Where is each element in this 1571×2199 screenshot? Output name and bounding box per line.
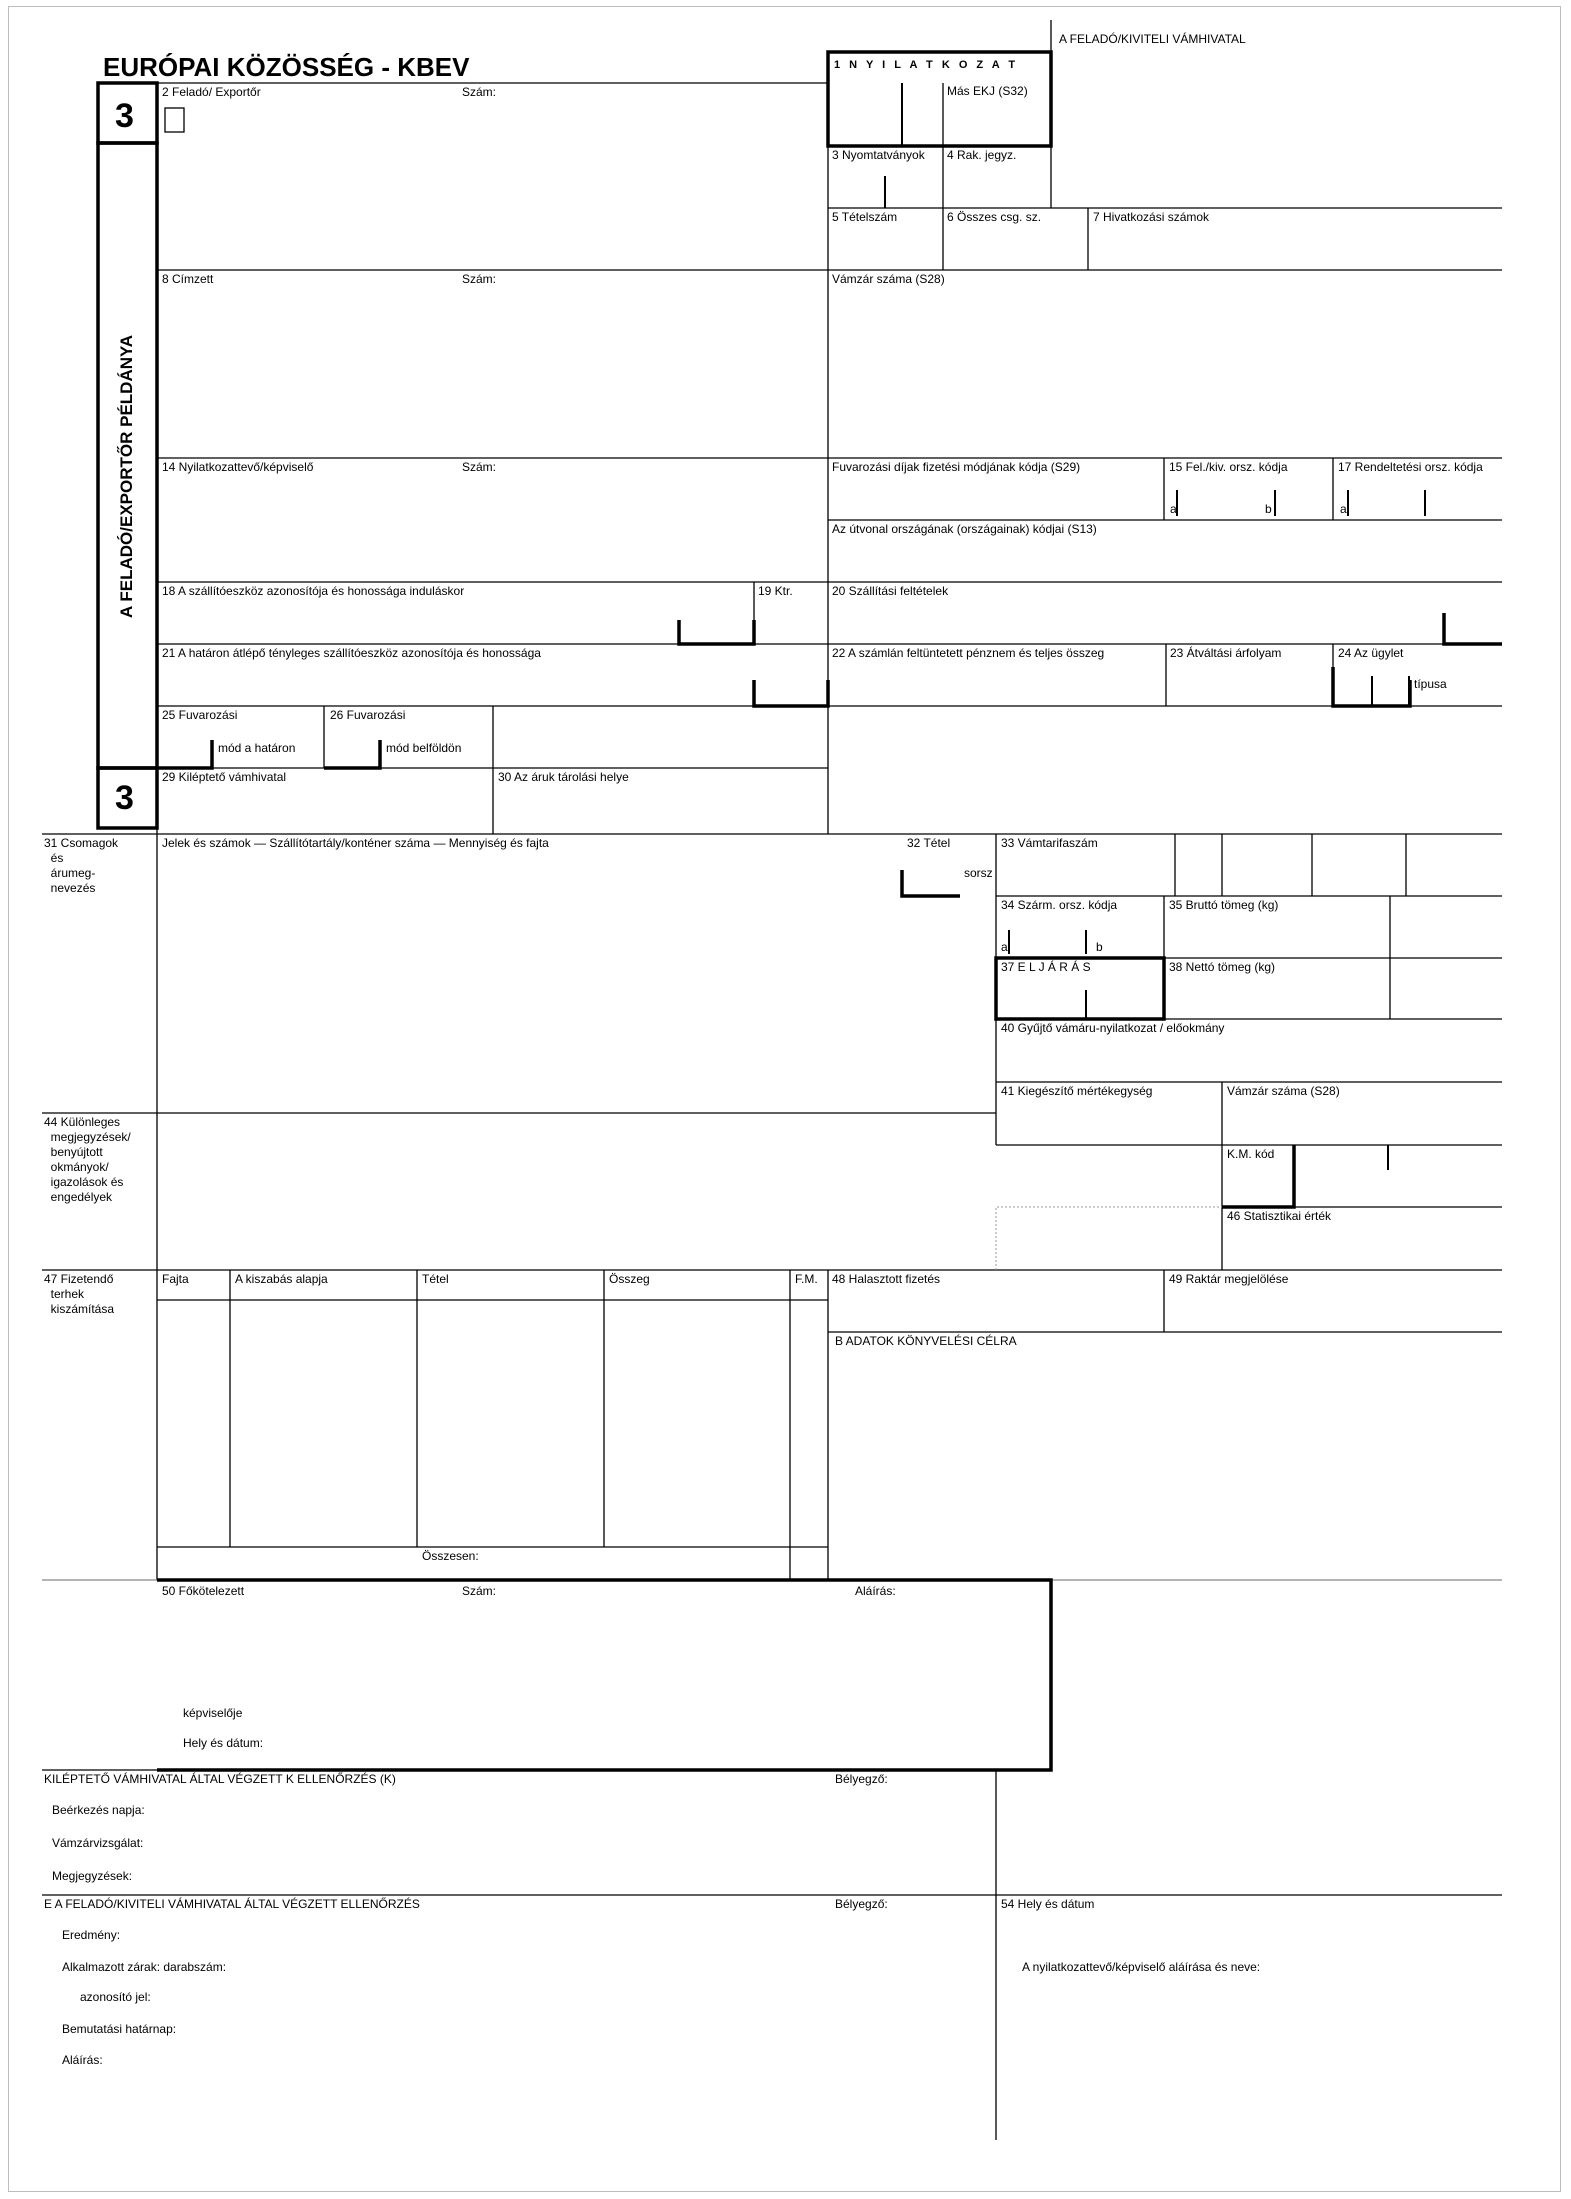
box-48-label[interactable]: 48 Halasztott fizetés (832, 1272, 941, 1286)
box-21-label[interactable]: 21 A határon átlépő tényleges szállítóeszköz azonosítója és honossága (162, 646, 541, 660)
fuvarozasi-dijak-label[interactable]: Fuvarozási díjak fizetési módjának kódja (S29) (832, 460, 1081, 474)
box-18-label[interactable]: 18 A szállítóeszköz azonosítója és honossága induláskor (162, 584, 465, 598)
box-8-label[interactable]: 8 Címzett (162, 272, 214, 286)
copy-number-bottom: 3 (115, 779, 134, 817)
box-23-label[interactable]: 23 Átváltási árfolyam (1170, 646, 1282, 660)
belyegzo-label-k: Bélyegző: (835, 1772, 888, 1786)
vamzarvizsgalat-label: Vámzárvizsgálat: (52, 1836, 144, 1850)
office-a-label: A FELADÓ/KIVITELI VÁMHIVATAL (1059, 32, 1246, 46)
megjegyzesek-label: Megjegyzések: (52, 1869, 133, 1883)
box-46-label[interactable]: 46 Statisztikai érték (1227, 1209, 1332, 1223)
mas-ekj-label: Más EKJ (S32) (947, 84, 1028, 98)
box-3-label[interactable]: 3 Nyomtatványok (832, 148, 925, 162)
hely-datum-label: Hely és dátum: (183, 1736, 264, 1750)
box-15-label[interactable]: 15 Fel./kiv. orsz. kódja (1169, 460, 1288, 474)
box-30-label[interactable]: 30 Az áruk tárolási helye (498, 770, 629, 784)
azonosito-jel-label: azonosító jel: (80, 1990, 151, 2004)
col-tetel: Tétel (422, 1272, 449, 1286)
col-kiszabas: A kiszabás alapja (235, 1272, 328, 1286)
km-kod-label: K.M. kód (1227, 1147, 1275, 1161)
box-1-label[interactable]: 1 N Y I L A T K O Z A T (834, 59, 1019, 71)
box-44-label[interactable]: 44 Különleges megjegyzések/ benyújtott okmányok/ igazolások és engedélyek (44, 1115, 131, 1204)
box-17-label[interactable]: 17 Rendeltetési orsz. kódja (1338, 460, 1483, 474)
box-15a-label: a (1170, 502, 1177, 516)
alairas-e-label: Aláírás: (62, 2053, 103, 2067)
box-14-label[interactable]: 14 Nyilatkozattevő/képviselő (162, 460, 314, 474)
box-24-label[interactable]: 24 Az ügylet (1338, 646, 1404, 660)
box-40-label[interactable]: 40 Gyűjtő vámáru-nyilatkozat / előokmány (1001, 1021, 1225, 1035)
box-b-label[interactable]: B ADATOK KÖNYVELÉSI CÉLRA (835, 1334, 1017, 1348)
box-4-label[interactable]: 4 Rak. jegyz. (947, 148, 1017, 162)
eredmeny-label: Eredmény: (62, 1928, 121, 1942)
box-50-label[interactable]: 50 Főkötelezett (162, 1584, 245, 1598)
box-54-label[interactable]: 54 Hely és dátum (1001, 1897, 1095, 1911)
box-33-label[interactable]: 33 Vámtarifaszám (1001, 836, 1098, 850)
box-35-label[interactable]: 35 Bruttó tömeg (kg) (1169, 898, 1279, 912)
belyegzo-label-e: Bélyegző: (835, 1897, 888, 1911)
col-fajta: Fajta (162, 1272, 189, 1286)
alkalmazott-zarak-label: Alkalmazott zárak: darabszám: (62, 1960, 227, 1974)
box-2-label[interactable]: 2 Feladó/ Exportőr (162, 85, 261, 99)
box-29-label[interactable]: 29 Kiléptető vámhivatal (162, 770, 287, 784)
szam-label-50: Szám: (462, 1584, 497, 1598)
box-31-label[interactable]: 31 Csomagok és árumeg- nevezés (44, 836, 119, 895)
box-37-label[interactable]: 37 E L J Á R Á S (1001, 960, 1091, 974)
beerkezes-label: Beérkezés napja: (52, 1803, 145, 1817)
szam-label-14: Szám: (462, 460, 497, 474)
box-24-tipusa: típusa (1414, 677, 1447, 691)
vamzar-s28b-label[interactable]: Vámzár száma (S28) (1227, 1084, 1340, 1098)
box-20-label[interactable]: 20 Szállítási feltételek (832, 584, 949, 598)
box-26-label[interactable]: 26 Fuvarozási (330, 708, 406, 722)
box-38-label[interactable]: 38 Nettó tömeg (kg) (1169, 960, 1276, 974)
box-22-label[interactable]: 22 A számlán feltüntetett pénznem és teljes összeg (832, 646, 1105, 660)
box-25-label[interactable]: 25 Fuvarozási (162, 708, 238, 722)
e-section-title: E A FELADÓ/KIVITELI VÁMHIVATAL ÁLTAL VÉGZETT ELLENŐRZÉS (44, 1897, 420, 1911)
box-47-label[interactable]: 47 Fizetendő terhek kiszámítása (44, 1272, 115, 1316)
copy-vertical-label: A FELADÓ/EXPORTŐR PÉLDÁNYA (117, 334, 136, 618)
box-34-label[interactable]: 34 Szárm. orsz. kódja (1001, 898, 1118, 912)
box-19-label[interactable]: 19 Ktr. (758, 584, 793, 598)
vamzar-s28-label[interactable]: Vámzár száma (S28) (832, 272, 945, 286)
box-5-label[interactable]: 5 Tételszám (832, 210, 898, 224)
box-25-sub: mód a határon (218, 741, 296, 755)
box-26-sub: mód belföldön (386, 741, 462, 755)
form-title: EURÓPAI KÖZÖSSÉG - KBEV (103, 52, 470, 82)
jelek-label: Jelek és számok — Szállítótartály/konténer száma — Mennyiség és fajta (162, 836, 549, 850)
box-15b-label: b (1265, 502, 1272, 516)
box-49-label[interactable]: 49 Raktár megjelölése (1169, 1272, 1289, 1286)
bemutatasi-label: Bemutatási határnap: (62, 2022, 177, 2036)
box-34a-label: a (1001, 940, 1008, 954)
szam-label-8: Szám: (462, 272, 497, 286)
alairas-label-50: Aláírás: (855, 1584, 896, 1598)
box-32-label[interactable]: 32 Tétel (907, 836, 951, 850)
col-osszeg: Összeg (609, 1272, 650, 1286)
box-32-sorsz: sorsz (964, 866, 993, 880)
nyilatkozattevo-alairas-label: A nyilatkozattevő/képviselő aláírása és neve: (1022, 1960, 1261, 1974)
box-6-label[interactable]: 6 Összes csg. sz. (947, 210, 1042, 224)
kepviseloje-label: képviselője (183, 1706, 243, 1720)
box-34b-label: b (1096, 940, 1103, 954)
osszesen-label: Összesen: (422, 1549, 479, 1563)
col-fm: F.M. (795, 1272, 818, 1286)
utvonal-label[interactable]: Az útvonal országának (országainak) kódjai (S13) (832, 522, 1097, 536)
szam-label-2: Szám: (462, 85, 497, 99)
box-17a-label: a (1340, 502, 1347, 516)
k-section-title: KILÉPTETŐ VÁMHIVATAL ÁLTAL VÉGZETT K ELLENŐRZÉS (K) (44, 1772, 396, 1786)
copy-number-top: 3 (115, 97, 134, 135)
box-41-label[interactable]: 41 Kiegészítő mértékegység (1001, 1084, 1153, 1098)
box-7-label[interactable]: 7 Hivatkozási számok (1093, 210, 1210, 224)
